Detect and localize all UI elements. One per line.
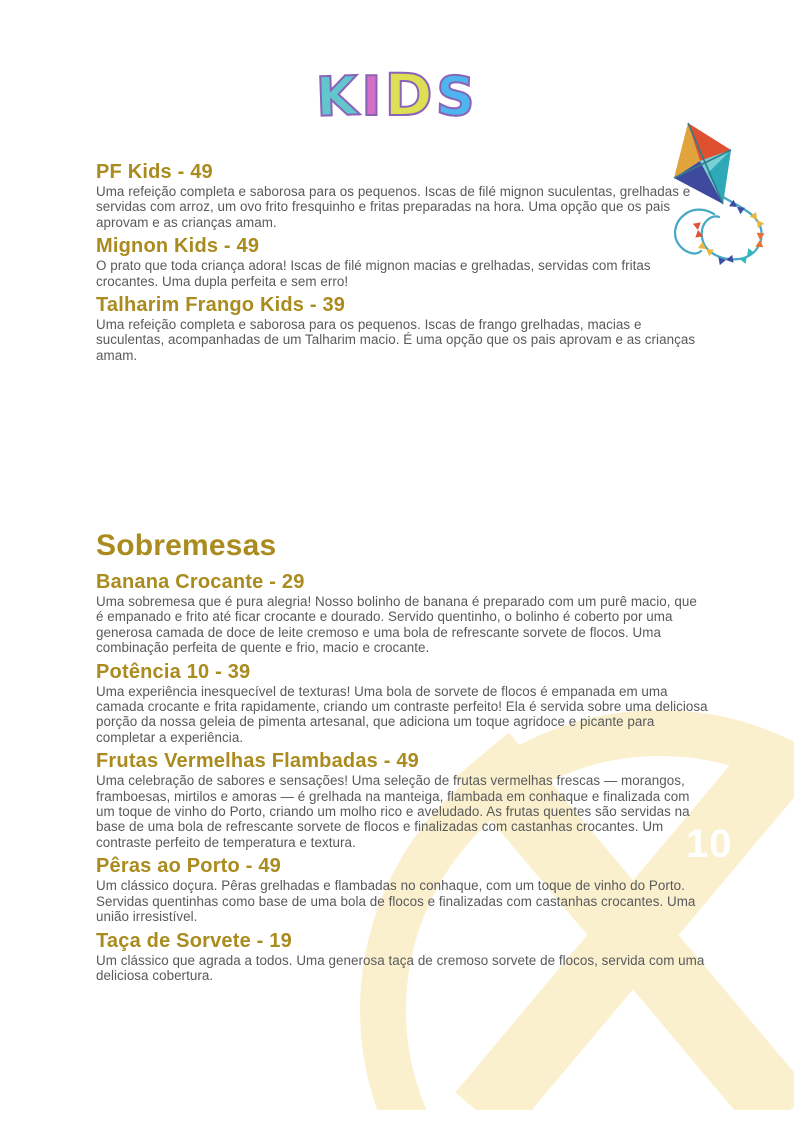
kite-bow [755,233,764,248]
kids-letter-d: D [384,61,436,129]
menu-item-title: Frutas Vermelhas Flambadas - 49 [96,750,420,773]
menu-item-title: PF Kids - 49 [96,161,213,183]
menu-item-mignon-kids [96,236,708,289]
menu-item-banana-crocante [96,572,708,656]
menu-item-description: Uma refeição completa e saborosa para os pequenos. Iscas de frango grelhadas, macias e suculentas, acompanhadas de um Talharim macio. É uma opção que os pais aprovam e as crianças amam. [96,317,696,363]
kite-bow [739,248,754,264]
menu-item-potencia-10 [96,662,708,746]
menu-item-description: O prato que toda criança adora! Iscas de filé mignon macias e grelhadas, servidas com fritas crocantes. Uma dupla perfeita e sem erro! [96,258,651,289]
menu-item-description: Uma experiência inesquecível de texturas! Uma bola de sorvete de flocos é empanada em uma camada crocante e frita rapidamente, criando um contraste perfeito! Ela é servida sobre uma deliciosa porção da nossa geleia de pimenta artesanal, que adiciona um toque agridoce e picante para completar a experiência. [96,683,708,745]
menu-item-title: Talharim Frango Kids - 39 [96,294,346,317]
menu-item-title: Potência 10 - 39 [96,660,251,683]
menu-item-description: Uma refeição completa e saborosa para os pequenos. Iscas de filé mignon suculentas, grelhadas e servidas com arroz, um ovo frito fresquinho e fritas preparadas na hora. Uma opção que os pais aprovam e as crianças amam. [96,184,691,230]
menu-item-title: Mignon Kids - 49 [96,235,260,258]
desserts-section [96,529,708,989]
menu-item-taca-de-sorvete [96,931,708,984]
kids-letter-s: S [434,64,479,129]
menu-item-talharim-frango-kids [96,295,708,363]
menu-item-title: Taça de Sorvete - 19 [96,929,292,952]
kids-section [96,162,708,369]
menu-item-title: Pêras ao Porto - 49 [96,855,281,878]
menu-item-peras-ao-porto [96,856,708,924]
menu-item-frutas-vermelhas-flambadas [96,751,708,850]
menu-item-description: Um clássico que agrada a todos. Uma generosa taça de cremoso sorvete de flocos, servida com uma deliciosa cobertura. [96,952,705,983]
kids-letter-i: I [361,65,385,128]
menu-item-description: Uma celebração de sabores e sensações! Uma seleção de frutas vermelhas frescas — morangos, framboesas, mirtilos e amoras — é grelhada na manteiga, flambada em conhaque e finalizada com um toque de vinho do Porto, criando um molho rico e aveludado. As frutas quentes são servidas na base de uma bola de refrescante sorvete de flocos e finalizadas com castanhas crocantes. Um contraste perfeito de temperatura e textura. [96,773,690,850]
kids-letter-k: K [315,64,363,129]
desserts-heading: Sobremesas [96,529,277,562]
menu-item-title: Banana Crocante - 29 [96,571,305,593]
page-number: 10 [686,822,733,866]
menu-item-description: Uma sobremesa que é pura alegria! Nosso bolinho de banana é preparado com um purê macio, que é empanado e frito até ficar crocante e dourado. Servido quentinho, o bolinho é coberto por uma generosa camada de doce de leite cremoso e uma bola de refrescante sorvete de flocos. Uma combinação perfeita de quente e frio, macio e crocante. [96,594,697,656]
menu-item-pf-kids [96,162,708,230]
menu-item-description: Um clássico doçura. Pêras grelhadas e flambadas no conhaque, com um toque de vinho do Porto. Servidas quentinhas como base de uma bola de flocos e finalizadas com castanhas crocantes. Uma união irresistível. [96,878,696,925]
